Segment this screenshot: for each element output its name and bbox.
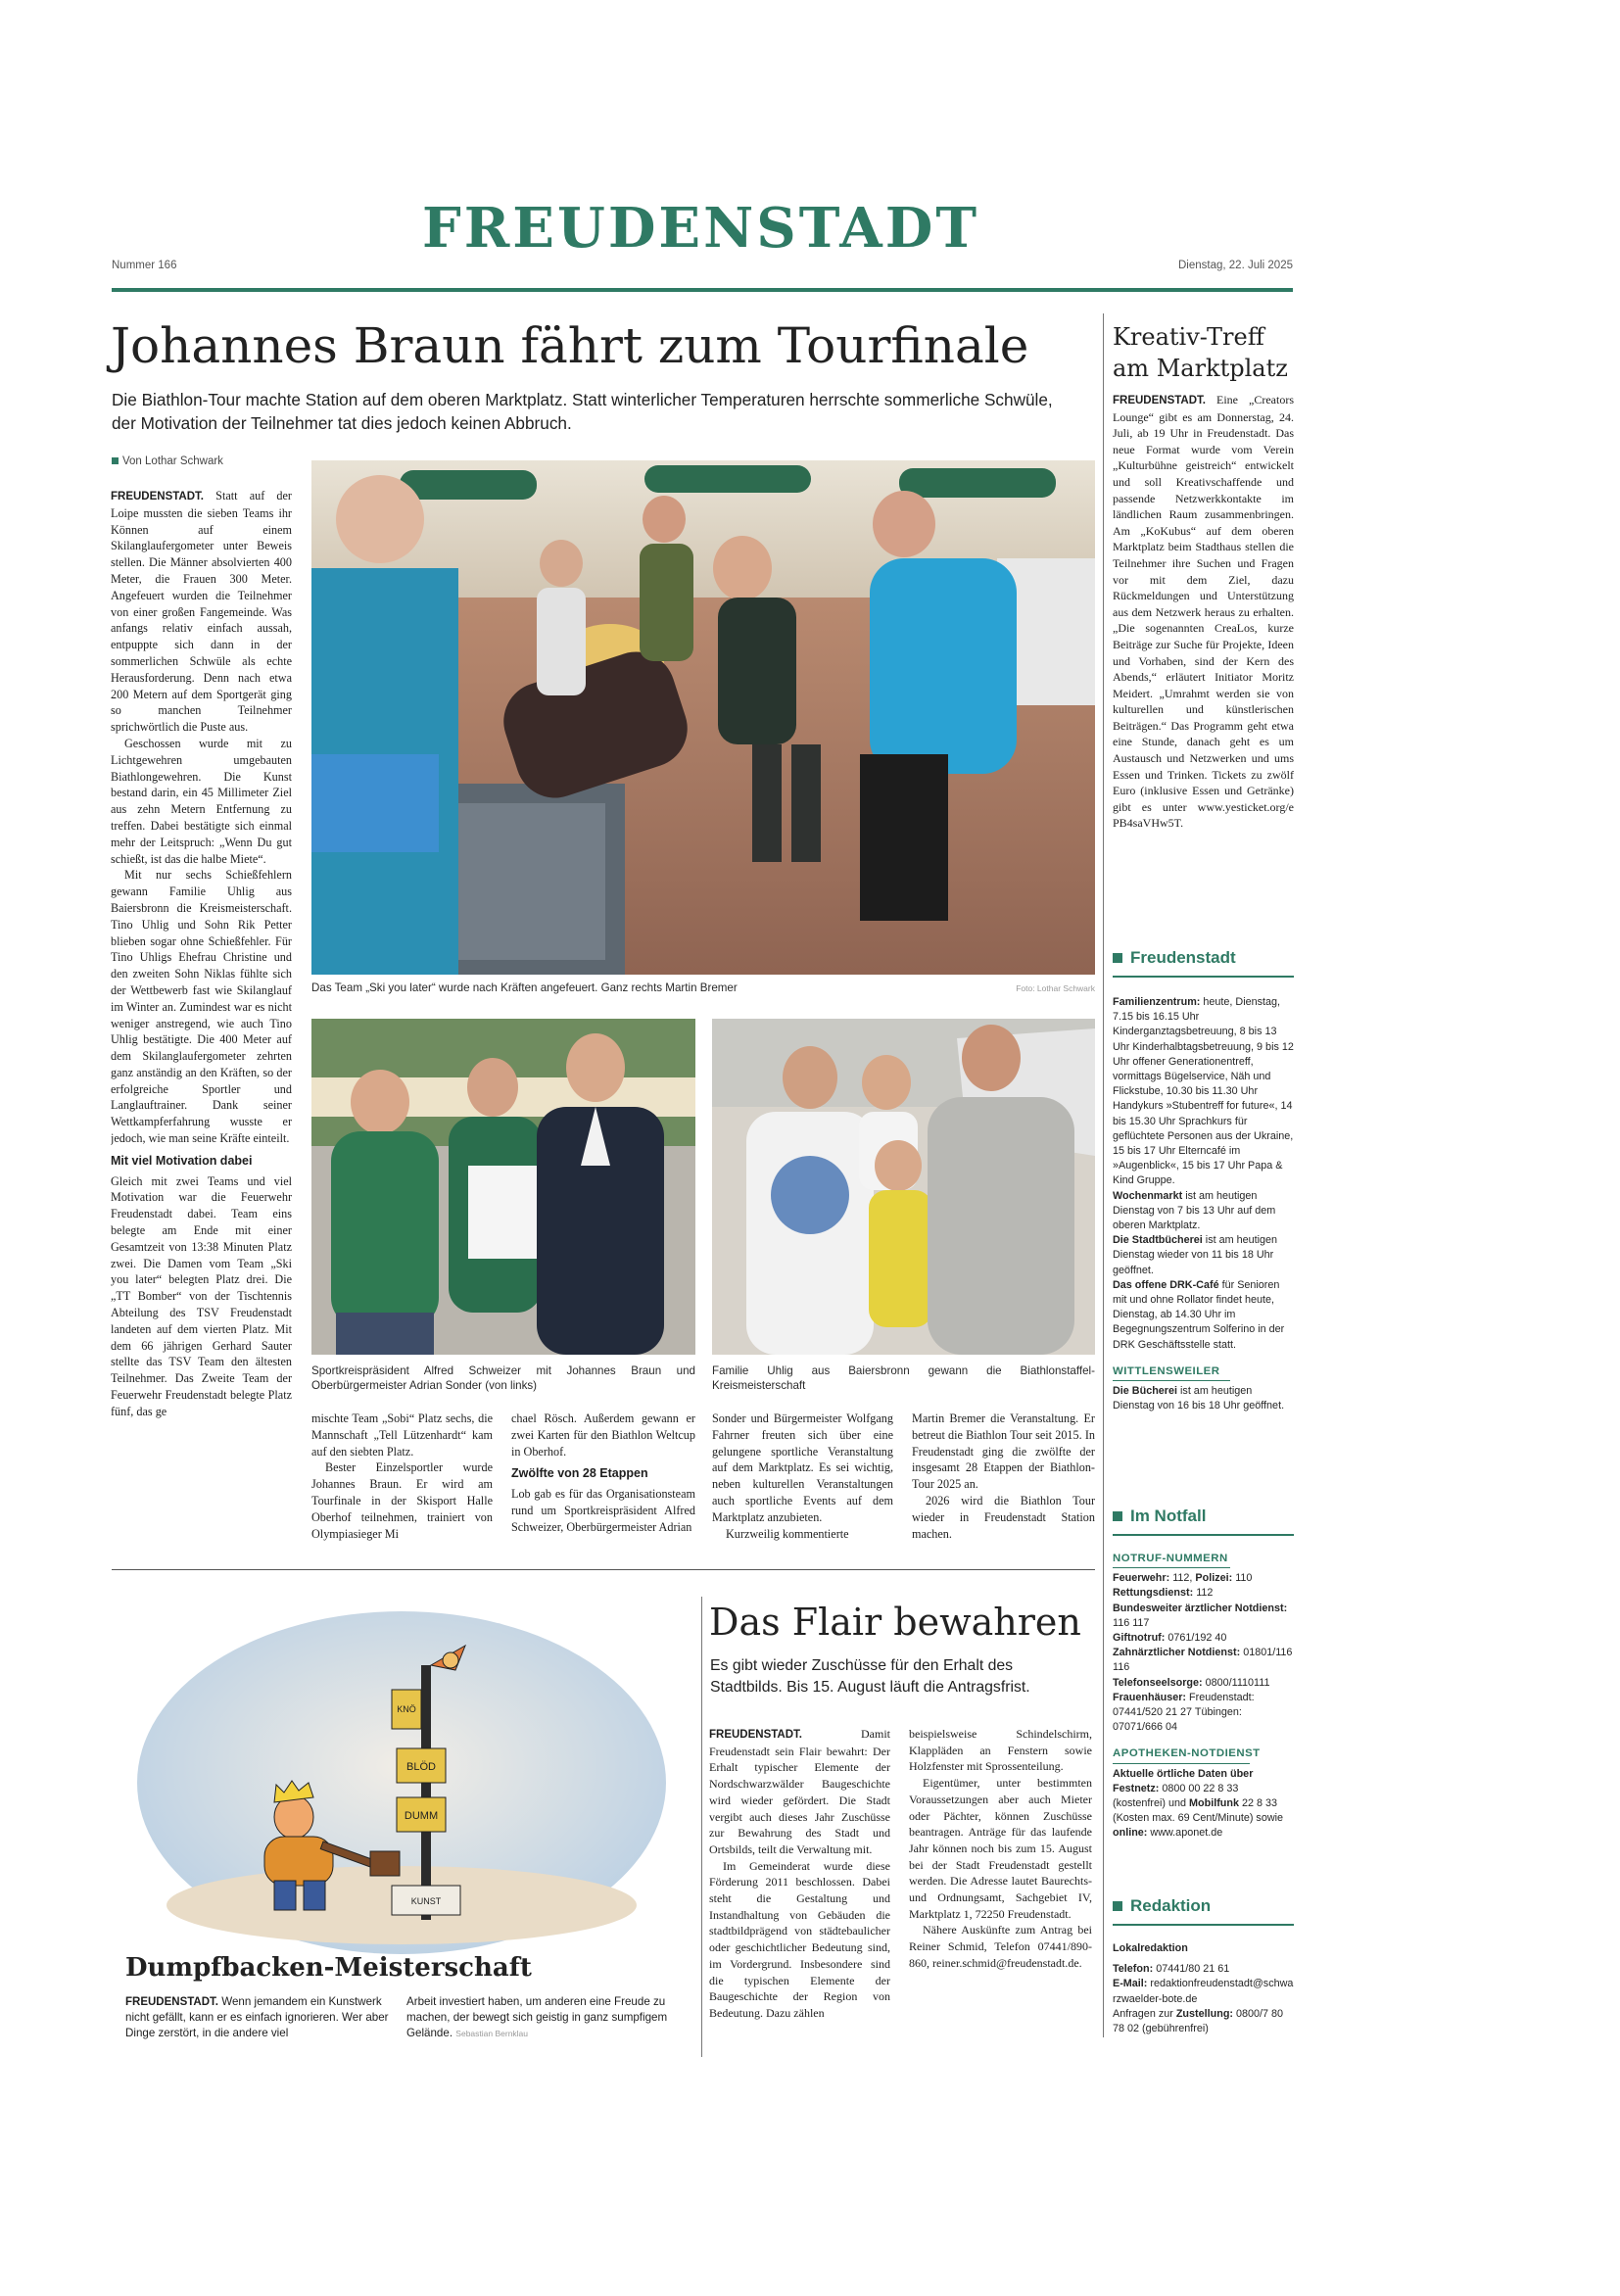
notruf-number: 0800/1110111 <box>1205 1676 1270 1689</box>
notice-text: ist am heutigen Dienstag wieder von 11 bis 18 Uhr geöffnet. <box>1113 1234 1278 1276</box>
main-photo-caption: Das Team „Ski you later“ wurde nach Kräften angefeuert. Ganz rechts Martin Bremer <box>311 981 738 994</box>
notice-item <box>1113 1233 1294 1278</box>
sidebar-divider <box>1103 313 1104 2037</box>
glosse-column-2 <box>406 1994 671 2041</box>
section-notfall <box>1113 1507 1206 1526</box>
cartoon-sign-1: KNÖ <box>397 1704 416 1714</box>
notruf-number: 112 <box>1196 1587 1214 1600</box>
notruf-line <box>1113 1571 1294 1586</box>
apotheken-label: online: <box>1113 1827 1148 1840</box>
masthead-title: FREUDENSTADT <box>422 196 979 261</box>
notice-item <box>1113 995 1294 1189</box>
notruf-line <box>1113 1646 1294 1675</box>
masthead-rule <box>112 288 1293 292</box>
issue-number: Nummer 166 <box>112 260 177 271</box>
redaktion-line <box>1113 2007 1294 2036</box>
redaktion-phone[interactable]: 0800/7 80 78 02 (gebührenfrei) <box>1113 2007 1284 2035</box>
redaktion-label: Telefon: <box>1113 1963 1154 1976</box>
glosse-dateline: FREUDENSTADT. <box>125 1996 218 2008</box>
award-photo-image <box>311 1019 695 1355</box>
wittlensweiler-rule <box>1113 1380 1230 1381</box>
notruf-label: Giftnotruf: <box>1113 1632 1166 1645</box>
apotheken-label: Mobilfunk <box>1189 1797 1239 1810</box>
redaktion-phone[interactable]: 07441/80 21 61 <box>1156 1963 1230 1976</box>
freudenstadt-notices <box>1113 995 1294 1413</box>
section-marker <box>1113 953 1122 963</box>
lead-paragraph-text: Statt auf der Loipe mussten die sieben Teams ihr Können auf einem Skilanglaufergometer unter Beweis stellen. Die Männer absolvierten 400 Meter, die Frauen 300 Meter. Angefeuert wurden die Teilnehmer von einer großen Fangemeinde. Was anfangs relativ einfach aussah, entpuppte sich dann in der sommerlichen Schwüle als echte Herausforderung. Denn nach etwa 200 Metern auf dem Sportgerät ging so manchen Teilnehmer sprichwörtlich die Puste aus. <box>111 489 292 735</box>
lead-subhead-2: Zwölfte von 28 Etappen <box>511 1466 648 1481</box>
lead-paragraph: Kurzweilig kommentierte <box>726 1526 849 1541</box>
flair-paragraph: Nähere Auskünfte zum Antrag bei Reiner Schmid, Telefon 07441/890-860, reiner.schmid@freudenstadt.de. <box>909 1923 1092 1970</box>
flair-column-2 <box>909 1726 1092 1972</box>
cartoon-sign-2: BLÖD <box>406 1761 436 1773</box>
lead-column-3a <box>712 1411 893 1542</box>
family-photo <box>712 1019 1095 1355</box>
section-marker <box>1113 1901 1122 1911</box>
cartoon-illustration <box>127 1606 676 1959</box>
notice-text: heute, Dienstag, 7.15 bis 16.15 Uhr Kinderganztagsbetreuung, 8 bis 13 Uhr Kinderhalbtagsbetreuung, 9 bis 12 Uhr offener Generationentreff, vormittags Bügelservice, Näh und Flickstube, 10.30 bis 11.30 Uhr Handykurs »Stubentreff for future«, 14 bis 15.30 Uhr Sprachkurs für geflüchtete Personen aus der Ukraine, 15 bis 17 Uhr Elterncafé im »Augenblick«, 15 bis 17 Uhr Papa & Kind Gruppe. <box>1113 996 1294 1187</box>
award-photo <box>311 1019 695 1355</box>
section-rule <box>1113 1534 1294 1536</box>
notruf-head: NOTRUF-NUMMERN <box>1113 1553 1228 1564</box>
apotheken-label: Aktuelle örtliche Daten über Festnetz: <box>1113 1767 1254 1794</box>
notruf-number: Freudenstadt: 07441/520 21 27 Tübingen: 07071/666 04 <box>1113 1691 1255 1734</box>
notice-item <box>1113 1278 1294 1353</box>
notice-label: Das offene DRK-Café <box>1113 1278 1219 1291</box>
lead-headline: Johannes Braun fährt zum Tourfinale <box>111 317 1029 374</box>
notice-text: ist am heutigen Dienstag von 7 bis 13 Uhr auf dem oberen Marktplatz. <box>1113 1189 1276 1232</box>
apotheken-rule <box>1113 1763 1250 1764</box>
notruf-line <box>1113 1676 1294 1691</box>
lead-paragraph: Geschossen wurde mit zu Lichtgewehren umgebauten Biathlongewehren. Die Kunst bestand darin, ein 45 Millimeter Ziel aus zehn Metern Entfernung zu treffen. Dabei bestätigte sich einmal mehr der Leitspruch: „Wenn Du gut schießt, ist das die halbe Miete“. <box>111 736 292 866</box>
award-photo-caption: Sportkreispräsident Alfred Schweizer mit Johannes Braun und Oberbürgermeister Adrian Sonder (von links) <box>311 1364 695 1392</box>
lead-paragraph: Mit nur sechs Schießfehlern gewann Familie Uhlig aus Baiersbronn die Kreismeisterschaft. Tino Uhlig und Sohn Rik Petter blieben sogar ohne Schießfehler. Für Tino Uhligs Ehefrau Christine und den zweiten Sohn Niklas fühlte sich der Wettbewerb fast wie Skilanglauf im Winter an. Zumindest war es nicht weniger anstregend, wie auch Tino Uhlig bestätigte. Die 400 Meter auf dem Skilanglaufergometer zehrten ganz anständig an den Kräften, so der erfolgreiche Sportler und Langlauftrainer. Dank seiner Wettkampferfahrung wusste er jedoch, wie man seine Kräfte einteilt. <box>111 868 292 1146</box>
flair-divider <box>701 1597 702 2057</box>
notice-label: Wochenmarkt <box>1113 1189 1183 1202</box>
section-title: Freudenstadt <box>1130 948 1236 967</box>
notice-label: Die Stadtbücherei <box>1113 1234 1203 1247</box>
cartoon <box>127 1606 676 1959</box>
flair-paragraph-text: Damit Freudenstadt sein Flair bewahrt: Der Erhalt typischer Elemente der Nordschwarzwälder Baugeschichte wird wieder gefördert. Die Stadt vergibt auch dieses Jahr Zuschüsse zur Bewahrung des Stadt und Ortsbilds, teilt die Verwaltung mit. <box>709 1727 890 1856</box>
lead-teaser: Die Biathlon-Tour machte Station auf dem oberen Marktplatz. Statt winterlicher Temperaturen herrschte sommerliche Schwüle, der Motivation der Teilnehmer tat dies jedoch keinen Abbruch. <box>112 390 1053 433</box>
notruf-label: Zahnärztlicher Notdienst: <box>1113 1647 1241 1659</box>
flair-paragraph: Im Gemeinderat wurde diese Förderung 2011 beschlossen. Dabei steht die Gestaltung und Instandhaltung von Gebäuden die stadtbildprägend von städtebaulicher oder geschichtlicher Bedeutung sind, im Vordergrund. Insbesondere sind die typischen Elemente der Baugeschichte der Region von Bedeutung. Dazu zählen <box>709 1858 890 2020</box>
glosse-headline: Dumpfbacken-Meisterschaft <box>125 1953 532 1983</box>
notice-text: ist am heutigen Dienstag von 16 bis 18 Uhr geöffnet. <box>1113 1385 1285 1412</box>
section-rule <box>1113 976 1294 978</box>
lead-paragraph: Bester Einzelsportler wurde Johannes Braun. Er wird am Tourfinale in der Skisport Halle Oberhof teilnehmen, trainiert von Olympiasieger Mi <box>311 1460 493 1541</box>
flair-headline: Das Flair bewahren <box>709 1601 1081 1644</box>
notruf-number: 116 117 <box>1113 1616 1150 1629</box>
notruf-rule <box>1113 1567 1230 1568</box>
main-photo-image <box>311 460 1095 975</box>
family-photo-caption: Familie Uhlig aus Baiersbronn gewann die Biathlonstaffel-Kreismeisterschaft <box>712 1364 1095 1392</box>
notice-item <box>1113 1384 1294 1413</box>
cartoon-box-label: KUNST <box>410 1896 442 1906</box>
lead-paragraph: Martin Bremer die Veranstaltung. Er betreut die Biathlon Tour seit 2015. In Freudenstadt ging die zwölfte der insgesamt 28 Etappen der Biathlon-Tour 2025 an. <box>912 1411 1095 1492</box>
section-freudenstadt <box>1113 948 1236 968</box>
kreativ-dateline: FREUDENSTADT. <box>1113 395 1206 407</box>
cartoon-sign-3: DUMM <box>404 1810 439 1822</box>
redaktion-text: Anfragen zur <box>1113 2007 1173 2020</box>
issue-date: Dienstag, 22. Juli 2025 <box>1178 260 1293 271</box>
glosse-text: Arbeit investiert haben, um anderen eine Freude zu machen, der bewegt sich geistig in ganz sumpfigem Gelände. <box>406 1995 668 2039</box>
lead-paragraph: chael Rösch. Außerdem gewann er zwei Karten für den Biathlon Weltcup in Oberhof. <box>511 1411 695 1459</box>
notruf-label: Rettungsdienst: <box>1113 1587 1194 1600</box>
lead-column-1 <box>111 488 292 1567</box>
glosse-column-1 <box>125 1994 390 2041</box>
notruf-label: Polizei: <box>1195 1572 1233 1585</box>
notruf-label: Telefonseelsorge: <box>1113 1676 1203 1689</box>
section-marker <box>1113 1511 1122 1521</box>
apotheken-text: 0800 00 22 8 33 (kostenfrei) und <box>1113 1782 1239 1810</box>
lead-paragraph: Gleich mit zwei Teams und viel Motivation war die Feuerwehr Freudenstadt dabei. Team eins belegte am Ende mit einer Gesamtzeit von 13:38 Minuten Platz zwei. Die Damen vom Team „Ski you later“ belegten Platz drei. Die „TT Bomber“ von der Tischtennis Abteilung des TSV Freudenstadt landeten auf dem vierten Platz. Mit dem 66 jährigen Gerhard Sauter stellte das TSV Team den ältesten Teilnehmer. Das Zweite Team der Feuerwehr Freudenstadt belegte Platz fünf, das ge <box>111 1173 292 1418</box>
apotheken-line <box>1113 1767 1294 1842</box>
family-photo-image <box>712 1019 1095 1355</box>
redaktion-label: E-Mail: <box>1113 1978 1148 1990</box>
section-title: Redaktion <box>1130 1896 1212 1915</box>
kreativ-body: Eine „Creators Lounge“ gibt es am Donnerstag, 24. Juli, ab 19 Uhr in Freudenstadt. Das neue Format wurde vom Verein „Kulturbühne geistreich“ entwickelt und soll Kreativschaffende und passende Netzwerkkontakte im ländlichen Raum zusammenbringen. Am „KoKubus“ auf dem oberen Marktplatz beim Stadthaus stellen die Teilnehmer ihre Suchen und Fragen vor mit dem Ziel, dazu Rückmeldungen und Unterstützung aus dem Netzwerk heraus zu erhalten. „Die sogenannten CreaLos, kurze Beiträge zur Suche für Projekte, Ideen und Vorhaben, sind der Kern des Abends,“ erläutert Initiator Moritz Meidert. „Umrahmt werden sie von kulturellen und künstlerischen Beiträgen.“ Das Programm geht etwa eine Stunde, danach geht es um Austausch und Netzwerken und ums Essen und Trinken. Tickets zu zwölf Euro (inklusive Essen und Getränke) gibt es unter www.yesticket.org/e PB4saVHw5T. <box>1113 393 1295 831</box>
notruf-label: Bundesweiter ärztlicher Notdienst: <box>1113 1602 1288 1614</box>
redaktion-label: Zustellung: <box>1175 2007 1234 2020</box>
notruf-line <box>1113 1631 1294 1646</box>
notruf-line <box>1113 1691 1294 1736</box>
notruf-line <box>1113 1602 1294 1631</box>
kreativ-paragraph <box>1113 392 1294 832</box>
redaktion-line <box>1113 1962 1294 1977</box>
flair-paragraph: beispielsweise Schindelschirm, Klappläden an Fenstern sowie Holzfenster mit Sprossenteilung. <box>909 1727 1092 1774</box>
wittlensweiler-head: WITTLENSWEILER <box>1113 1364 1220 1377</box>
glosse-paragraph <box>406 1994 671 2041</box>
notruf-number: 112, <box>1172 1572 1193 1585</box>
apotheken-text: 22 8 33 (Kosten max. 69 Cent/Minute) sowie <box>1113 1797 1284 1825</box>
notruf-number: 110 <box>1235 1572 1253 1585</box>
lead-byline <box>112 455 223 467</box>
section-redaktion <box>1113 1896 1211 1916</box>
notruf-label: Frauenhäuser: <box>1113 1691 1186 1703</box>
flair-paragraph <box>709 1726 890 1858</box>
apotheken-link[interactable]: www.aponet.de <box>1150 1827 1223 1840</box>
lead-paragraph: 2026 wird die Biathlon Tour wieder in Freudenstadt Station machen. <box>912 1493 1095 1541</box>
redaktion-contacts <box>1113 1941 1294 2036</box>
glosse-text: Wenn jemandem ein Kunstwerk nicht gefällt, kann er es einfach ignorieren. Wer aber Dinge zerstört, in die andere viel <box>125 1995 389 2039</box>
notruf-label: Feuerwehr: <box>1113 1572 1170 1585</box>
main-photo <box>311 460 1095 975</box>
lead-dateline: FREUDENSTADT. <box>111 491 204 502</box>
flair-teaser: Es gibt wieder Zuschüsse für den Erhalt des Stadtbilds. Bis 15. August läuft die Antragsfrist. <box>710 1657 1030 1696</box>
kreativ-headline: Kreativ-Treff am Marktplatz <box>1113 323 1288 382</box>
section-title: Im Notfall <box>1130 1507 1207 1525</box>
glosse-author: Sebastian Bernklau <box>455 2029 529 2038</box>
main-photo-credit: Foto: Lothar Schwark <box>1016 983 1095 993</box>
lead-column-2a <box>311 1411 493 1542</box>
byline-marker <box>112 457 119 464</box>
notruf-number: 0761/192 40 <box>1167 1632 1227 1645</box>
flair-dateline: FREUDENSTADT. <box>709 1729 802 1741</box>
notruf-number: 01801/116 116 <box>1113 1647 1293 1674</box>
notice-item <box>1113 1189 1294 1234</box>
notice-label: Die Bücherei <box>1113 1385 1178 1398</box>
kreativ-article <box>1113 392 1294 832</box>
notruf-line <box>1113 1586 1294 1601</box>
lead-subhead-1: Mit viel Motivation dabei <box>111 1153 253 1168</box>
glosse-paragraph <box>125 1994 390 2041</box>
lead-column-2b <box>511 1411 695 1536</box>
byline-text: Von Lothar Schwark <box>122 455 223 467</box>
lead-paragraph: mischte Team „Sobi“ Platz sechs, die Mannschaft „Tell Lützenhardt“ kam auf den siebten Platz. <box>311 1411 493 1459</box>
notfall-list <box>1113 1552 1294 1842</box>
flair-paragraph: Eigentümer, unter bestimmten Voraussetzungen aber auch Mieter oder Pächter, können Zuschüsse beantragen. Anträge für das laufende Jahr können noch bis zum 15. August bei der Stadt Freudenstadt gestellt werden. Die Adresse lautet Baurechts- und Ordnungsamt, Sachgebiet IV, Marktplatz 1, 72250 Freudenstadt. <box>909 1776 1092 1921</box>
flair-column-1 <box>709 1726 890 2022</box>
lead-column-3b <box>912 1411 1095 1542</box>
lead-paragraph: Sonder und Bürgermeister Wolfgang Fahrner freuten sich über eine gelungene sportliche Veranstaltung auf dem Marktplatz. Es sei wichtig, neben kulturellen Veranstaltungen auch sportliche Events auf dem Marktplatz anzubieten. <box>712 1411 893 1524</box>
lead-bottom-rule <box>112 1569 1095 1570</box>
lead-paragraph <box>111 488 292 736</box>
lead-paragraph: Lob gab es für das Organisationsteam rund um Sportkreispräsident Alfred Schweizer, Oberbürgermeister Adrian <box>511 1487 695 1534</box>
apotheken-head: APOTHEKEN-NOTDIENST <box>1113 1747 1261 1760</box>
notice-label: Familienzentrum: <box>1113 996 1201 1008</box>
redaktion-sub: Lokalredaktion <box>1113 1942 1188 1954</box>
notice-text: für Senioren mit und ohne Rollator findet heute, Dienstag, ab 14.30 Uhr im Begegnungszentrum Solferino in der DRK Geschäftsstelle statt. <box>1113 1278 1285 1351</box>
redaktion-email[interactable]: redaktionfreudenstadt@schwarzwaelder-bote.de <box>1113 1978 1294 2005</box>
section-rule <box>1113 1924 1294 1926</box>
redaktion-line <box>1113 1977 1294 2006</box>
